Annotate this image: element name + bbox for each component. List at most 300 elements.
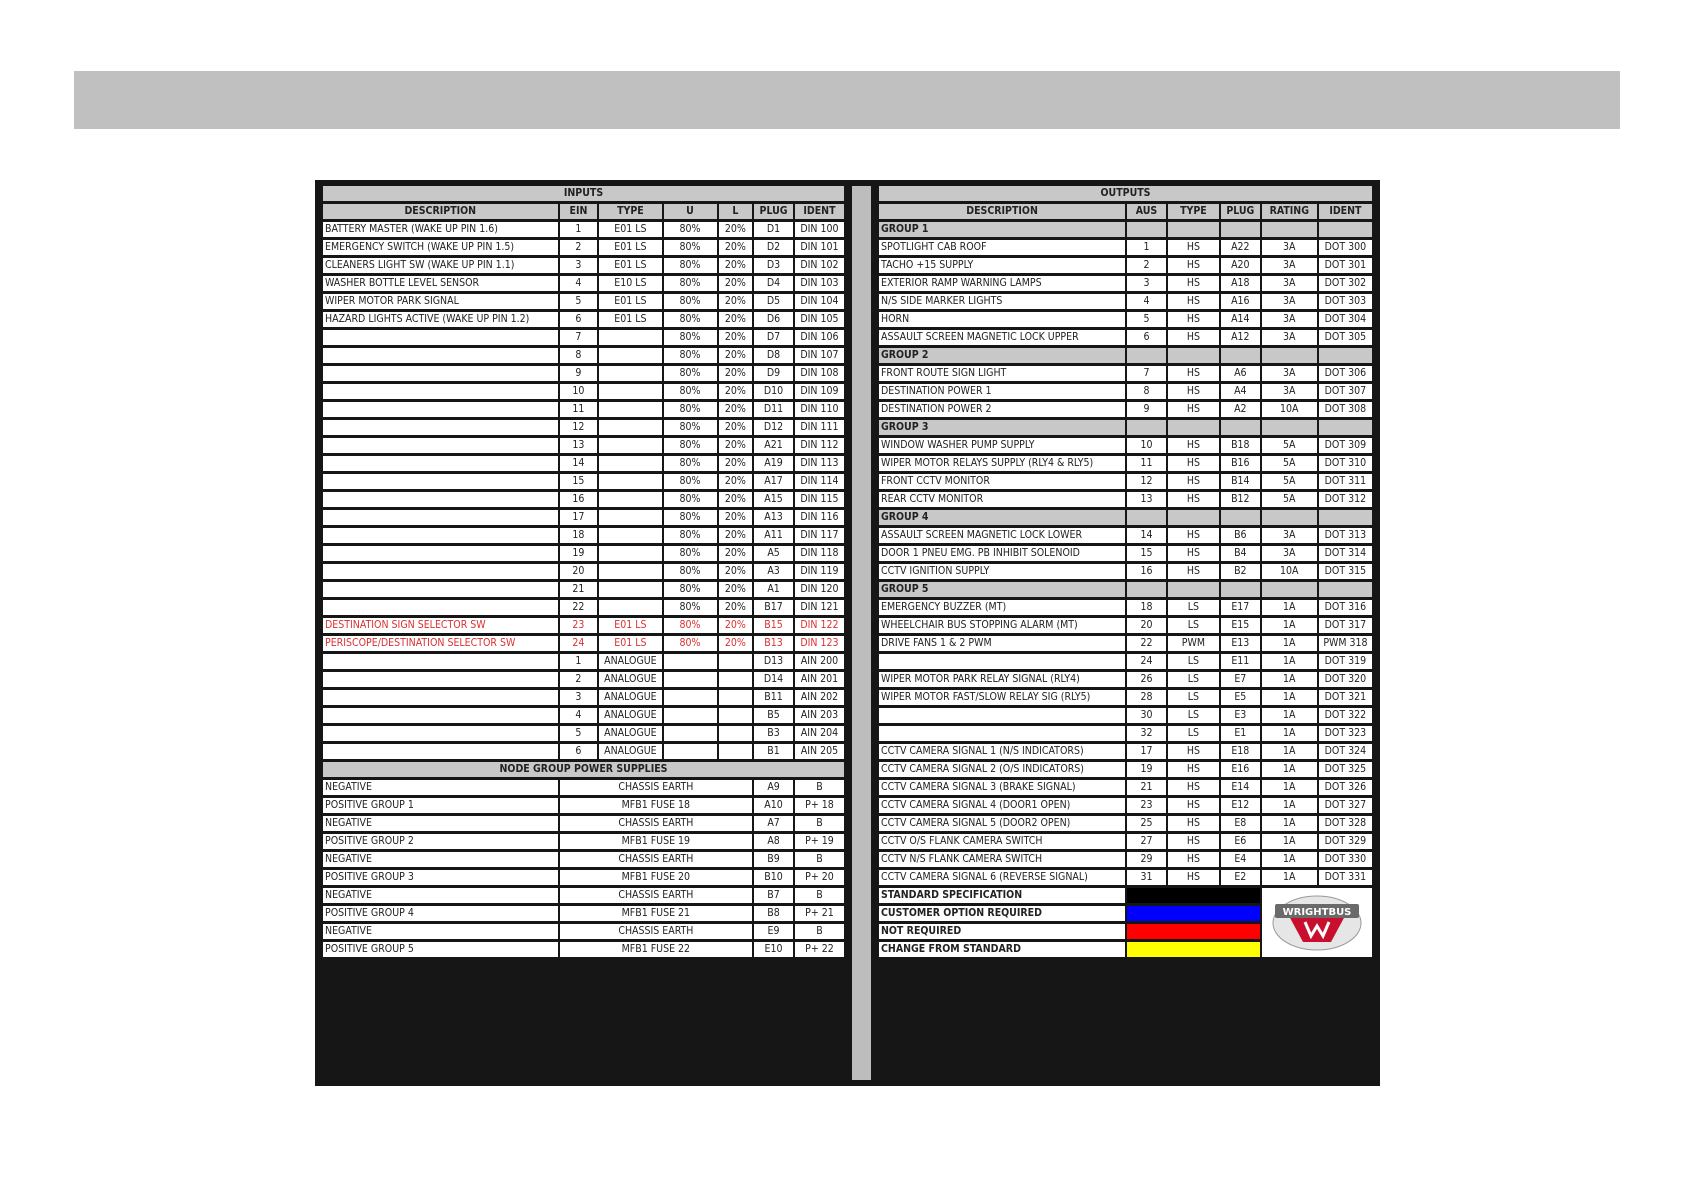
- input-row: [323, 258, 844, 273]
- output-cell: 14: [1127, 528, 1166, 543]
- input-cell: [599, 420, 661, 435]
- power-description: NEGATIVE: [323, 924, 558, 939]
- output-cell: HS: [1168, 762, 1219, 777]
- output-cell: HS: [1168, 438, 1219, 453]
- inputs-panel: [321, 186, 846, 1080]
- input-cell: DIN 102: [795, 258, 844, 273]
- output-cell: 16: [1127, 564, 1166, 579]
- output-cell: DOT 317: [1319, 618, 1372, 633]
- output-cell: 13: [1127, 492, 1166, 507]
- output-cell: HS: [1168, 240, 1219, 255]
- power-source: CHASSIS EARTH: [560, 888, 753, 903]
- power-row: [323, 906, 844, 921]
- input-cell: E01 LS: [599, 294, 661, 309]
- input-row: [323, 384, 844, 399]
- output-description: ASSAULT SCREEN MAGNETIC LOCK LOWER: [879, 528, 1125, 543]
- output-cell: [1262, 420, 1317, 435]
- input-row: [323, 528, 844, 543]
- input-cell: 10: [560, 384, 598, 399]
- input-cell: 20%: [719, 384, 753, 399]
- input-row: [323, 672, 844, 687]
- outputs-panel: [877, 186, 1374, 1080]
- panel-divider: [852, 186, 871, 1080]
- input-row: [323, 438, 844, 453]
- input-cell: B11: [754, 690, 793, 705]
- output-cell: [1168, 510, 1219, 525]
- output-cell: 10: [1127, 438, 1166, 453]
- output-cell: 1A: [1262, 636, 1317, 651]
- output-cell: [1168, 420, 1219, 435]
- input-row: [323, 456, 844, 471]
- input-row: [323, 294, 844, 309]
- input-cell: [599, 330, 661, 345]
- power-plug: B10: [754, 870, 793, 885]
- input-cell: [719, 744, 753, 759]
- input-cell: D4: [754, 276, 793, 291]
- input-cell: 20%: [719, 312, 753, 327]
- output-row: [879, 294, 1372, 309]
- power-row: [323, 942, 844, 957]
- input-cell: 20%: [719, 510, 753, 525]
- output-cell: HS: [1168, 744, 1219, 759]
- output-cell: E11: [1221, 654, 1260, 669]
- output-row: [879, 240, 1372, 255]
- wiring-schedule-sheet: [315, 180, 1380, 1086]
- input-cell: 20%: [719, 492, 753, 507]
- output-cell: 1: [1127, 240, 1166, 255]
- input-cell: 4: [560, 276, 598, 291]
- power-description: NEGATIVE: [323, 816, 558, 831]
- power-ident: P+ 20: [795, 870, 844, 885]
- output-row: [879, 546, 1372, 561]
- input-cell: 20%: [719, 438, 753, 453]
- input-row: [323, 474, 844, 489]
- input-cell: 80%: [664, 312, 717, 327]
- output-cell: [1221, 582, 1260, 597]
- output-description: [879, 726, 1125, 741]
- input-cell: DIN 107: [795, 348, 844, 363]
- output-cell: 30: [1127, 708, 1166, 723]
- input-row: [323, 330, 844, 345]
- group-label: GROUP 3: [879, 420, 1125, 435]
- power-row: [323, 798, 844, 813]
- output-cell: A2: [1221, 402, 1260, 417]
- input-cell: E01 LS: [599, 258, 661, 273]
- input-row: [323, 348, 844, 363]
- output-cell: 3: [1127, 276, 1166, 291]
- input-cell: 20%: [719, 330, 753, 345]
- output-description: DOOR 1 PNEU EMG. PB INHIBIT SOLENOID: [879, 546, 1125, 561]
- output-cell: DOT 327: [1319, 798, 1372, 813]
- input-description: [323, 384, 558, 399]
- input-cell: A21: [754, 438, 793, 453]
- output-cell: 3A: [1262, 240, 1317, 255]
- output-cell: 25: [1127, 816, 1166, 831]
- output-cell: A6: [1221, 366, 1260, 381]
- input-description: [323, 726, 558, 741]
- output-cell: 12: [1127, 474, 1166, 489]
- output-cell: 5A: [1262, 456, 1317, 471]
- outputs-header-row: [879, 204, 1372, 219]
- output-cell: E18: [1221, 744, 1260, 759]
- input-cell: 5: [560, 294, 598, 309]
- output-cell: 1A: [1262, 690, 1317, 705]
- output-cell: HS: [1168, 492, 1219, 507]
- output-cell: DOT 324: [1319, 744, 1372, 759]
- input-row: [323, 708, 844, 723]
- input-cell: 80%: [664, 528, 717, 543]
- input-cell: A11: [754, 528, 793, 543]
- output-description: [879, 654, 1125, 669]
- output-description: N/S SIDE MARKER LIGHTS: [879, 294, 1125, 309]
- output-cell: 19: [1127, 762, 1166, 777]
- wrightbus-logo: [1264, 888, 1370, 957]
- power-source: MFB1 FUSE 20: [560, 870, 753, 885]
- output-cell: [1127, 582, 1166, 597]
- output-row: [879, 816, 1372, 831]
- input-cell: E10 LS: [599, 276, 661, 291]
- output-cell: 1A: [1262, 798, 1317, 813]
- output-row: [879, 780, 1372, 795]
- output-cell: DOT 314: [1319, 546, 1372, 561]
- output-cell: HS: [1168, 276, 1219, 291]
- input-cell: E01 LS: [599, 240, 661, 255]
- output-cell: HS: [1168, 780, 1219, 795]
- output-cell: LS: [1168, 708, 1219, 723]
- input-description: [323, 402, 558, 417]
- input-cell: DIN 123: [795, 636, 844, 651]
- output-cell: HS: [1168, 870, 1219, 885]
- output-cell: 32: [1127, 726, 1166, 741]
- input-cell: [599, 582, 661, 597]
- output-cell: DOT 313: [1319, 528, 1372, 543]
- output-cell: HS: [1168, 852, 1219, 867]
- input-cell: B3: [754, 726, 793, 741]
- input-cell: E01 LS: [599, 312, 661, 327]
- output-description: WINDOW WASHER PUMP SUPPLY: [879, 438, 1125, 453]
- input-cell: E01 LS: [599, 618, 661, 633]
- input-cell: [599, 384, 661, 399]
- output-cell: E13: [1221, 636, 1260, 651]
- input-description: [323, 456, 558, 471]
- output-cell: 8: [1127, 384, 1166, 399]
- input-cell: AIN 205: [795, 744, 844, 759]
- output-cell: E14: [1221, 780, 1260, 795]
- power-source: MFB1 FUSE 19: [560, 834, 753, 849]
- power-row: [323, 924, 844, 939]
- output-cell: DOT 330: [1319, 852, 1372, 867]
- output-cell: DOT 320: [1319, 672, 1372, 687]
- power-row: [323, 834, 844, 849]
- output-description: REAR CCTV MONITOR: [879, 492, 1125, 507]
- input-description: EMERGENCY SWITCH (WAKE UP PIN 1.5): [323, 240, 558, 255]
- output-cell: HS: [1168, 258, 1219, 273]
- group-label: GROUP 1: [879, 222, 1125, 237]
- output-cell: 3A: [1262, 546, 1317, 561]
- output-description: CCTV CAMERA SIGNAL 6 (REVERSE SIGNAL): [879, 870, 1125, 885]
- input-description: [323, 492, 558, 507]
- output-cell: 2: [1127, 258, 1166, 273]
- group-label: GROUP 4: [879, 510, 1125, 525]
- output-cell: 28: [1127, 690, 1166, 705]
- input-cell: 20%: [719, 294, 753, 309]
- output-cell: E6: [1221, 834, 1260, 849]
- column-header: U: [664, 204, 717, 219]
- group-header-row: [879, 348, 1372, 363]
- output-cell: 1A: [1262, 672, 1317, 687]
- power-description: POSITIVE GROUP 4: [323, 906, 558, 921]
- output-cell: DOT 331: [1319, 870, 1372, 885]
- input-cell: DIN 103: [795, 276, 844, 291]
- group-header-row: [879, 420, 1372, 435]
- output-cell: DOT 322: [1319, 708, 1372, 723]
- input-cell: D14: [754, 672, 793, 687]
- input-cell: DIN 108: [795, 366, 844, 381]
- power-supplies-title: NODE GROUP POWER SUPPLIES: [323, 762, 844, 777]
- output-cell: DOT 326: [1319, 780, 1372, 795]
- output-row: [879, 870, 1372, 885]
- input-row: [323, 744, 844, 759]
- output-cell: A12: [1221, 330, 1260, 345]
- output-cell: 3A: [1262, 276, 1317, 291]
- input-row: [323, 366, 844, 381]
- output-cell: 3A: [1262, 294, 1317, 309]
- output-cell: 29: [1127, 852, 1166, 867]
- output-cell: [1221, 348, 1260, 363]
- input-cell: D11: [754, 402, 793, 417]
- output-cell: 1A: [1262, 654, 1317, 669]
- inputs-title: INPUTS: [323, 186, 844, 201]
- power-ident: P+ 18: [795, 798, 844, 813]
- input-cell: 80%: [664, 600, 717, 615]
- output-row: [879, 744, 1372, 759]
- output-row: [879, 276, 1372, 291]
- output-cell: [1262, 582, 1317, 597]
- input-cell: 80%: [664, 582, 717, 597]
- input-cell: 20%: [719, 420, 753, 435]
- power-ident: B: [795, 924, 844, 939]
- output-cell: DOT 328: [1319, 816, 1372, 831]
- outputs-title-row: [879, 186, 1372, 201]
- output-cell: E15: [1221, 618, 1260, 633]
- input-cell: DIN 105: [795, 312, 844, 327]
- column-header: DESCRIPTION: [879, 204, 1125, 219]
- power-description: NEGATIVE: [323, 888, 558, 903]
- output-cell: HS: [1168, 816, 1219, 831]
- output-cell: [1319, 420, 1372, 435]
- output-cell: DOT 305: [1319, 330, 1372, 345]
- power-ident: B: [795, 852, 844, 867]
- output-description: EMERGENCY BUZZER (MT): [879, 600, 1125, 615]
- output-cell: DOT 309: [1319, 438, 1372, 453]
- input-cell: 24: [560, 636, 598, 651]
- input-description: [323, 600, 558, 615]
- output-description: [879, 708, 1125, 723]
- input-row: [323, 546, 844, 561]
- output-cell: A22: [1221, 240, 1260, 255]
- output-cell: LS: [1168, 690, 1219, 705]
- output-cell: DOT 325: [1319, 762, 1372, 777]
- power-row: [323, 816, 844, 831]
- output-description: FRONT ROUTE SIGN LIGHT: [879, 366, 1125, 381]
- power-source: CHASSIS EARTH: [560, 816, 753, 831]
- legend-label: STANDARD SPECIFICATION: [879, 888, 1125, 903]
- output-row: [879, 726, 1372, 741]
- input-cell: DIN 114: [795, 474, 844, 489]
- input-cell: 80%: [664, 456, 717, 471]
- output-cell: DOT 323: [1319, 726, 1372, 741]
- output-cell: 1A: [1262, 762, 1317, 777]
- power-plug: B8: [754, 906, 793, 921]
- input-cell: AIN 201: [795, 672, 844, 687]
- output-description: CCTV CAMERA SIGNAL 3 (BRAKE SIGNAL): [879, 780, 1125, 795]
- output-cell: [1221, 420, 1260, 435]
- output-cell: [1127, 420, 1166, 435]
- power-plug: A8: [754, 834, 793, 849]
- input-description: [323, 474, 558, 489]
- input-cell: A3: [754, 564, 793, 579]
- output-row: [879, 438, 1372, 453]
- output-row: [879, 384, 1372, 399]
- column-header: L: [719, 204, 753, 219]
- output-row: [879, 456, 1372, 471]
- output-cell: E16: [1221, 762, 1260, 777]
- output-cell: A20: [1221, 258, 1260, 273]
- power-plug: A7: [754, 816, 793, 831]
- output-cell: HS: [1168, 456, 1219, 471]
- input-cell: 80%: [664, 564, 717, 579]
- input-cell: 20%: [719, 564, 753, 579]
- output-row: [879, 402, 1372, 417]
- input-row: [323, 636, 844, 651]
- input-cell: [599, 366, 661, 381]
- input-cell: 80%: [664, 348, 717, 363]
- power-title-row: [323, 762, 844, 777]
- output-cell: DOT 329: [1319, 834, 1372, 849]
- input-cell: A13: [754, 510, 793, 525]
- power-plug: B7: [754, 888, 793, 903]
- input-cell: 20%: [719, 636, 753, 651]
- top-banner: [74, 71, 1620, 129]
- input-cell: [599, 402, 661, 417]
- column-header: DESCRIPTION: [323, 204, 558, 219]
- output-cell: 10A: [1262, 402, 1317, 417]
- output-cell: A14: [1221, 312, 1260, 327]
- output-description: CCTV CAMERA SIGNAL 4 (DOOR1 OPEN): [879, 798, 1125, 813]
- group-header-row: [879, 222, 1372, 237]
- output-cell: DOT 321: [1319, 690, 1372, 705]
- input-cell: D6: [754, 312, 793, 327]
- input-row: [323, 420, 844, 435]
- outputs-title: OUTPUTS: [879, 186, 1372, 201]
- input-cell: 80%: [664, 402, 717, 417]
- output-row: [879, 636, 1372, 651]
- inputs-table: [321, 183, 846, 960]
- output-cell: 22: [1127, 636, 1166, 651]
- output-cell: 7: [1127, 366, 1166, 381]
- input-cell: 23: [560, 618, 598, 633]
- output-cell: [1168, 222, 1219, 237]
- output-cell: 3A: [1262, 384, 1317, 399]
- output-cell: 5: [1127, 312, 1166, 327]
- power-plug: A10: [754, 798, 793, 813]
- output-cell: B18: [1221, 438, 1260, 453]
- input-description: [323, 582, 558, 597]
- input-cell: D13: [754, 654, 793, 669]
- input-cell: 12: [560, 420, 598, 435]
- input-cell: 80%: [664, 366, 717, 381]
- output-cell: [1127, 222, 1166, 237]
- output-description: CCTV IGNITION SUPPLY: [879, 564, 1125, 579]
- output-row: [879, 528, 1372, 543]
- output-cell: 21: [1127, 780, 1166, 795]
- output-row: [879, 564, 1372, 579]
- output-cell: HS: [1168, 402, 1219, 417]
- power-source: CHASSIS EARTH: [560, 852, 753, 867]
- output-cell: E2: [1221, 870, 1260, 885]
- input-description: [323, 672, 558, 687]
- column-header: PLUG: [754, 204, 793, 219]
- input-cell: [599, 474, 661, 489]
- output-cell: DOT 315: [1319, 564, 1372, 579]
- output-cell: 24: [1127, 654, 1166, 669]
- input-cell: DIN 119: [795, 564, 844, 579]
- output-cell: DOT 303: [1319, 294, 1372, 309]
- input-cell: [664, 744, 717, 759]
- output-cell: B4: [1221, 546, 1260, 561]
- input-cell: 14: [560, 456, 598, 471]
- input-cell: ANALOGUE: [599, 708, 661, 723]
- output-cell: 5A: [1262, 438, 1317, 453]
- input-cell: 80%: [664, 546, 717, 561]
- output-description: SPOTLIGHT CAB ROOF: [879, 240, 1125, 255]
- power-row: [323, 870, 844, 885]
- input-cell: 20%: [719, 348, 753, 363]
- power-row: [323, 852, 844, 867]
- input-cell: DIN 109: [795, 384, 844, 399]
- input-cell: DIN 122: [795, 618, 844, 633]
- input-cell: D12: [754, 420, 793, 435]
- power-source: CHASSIS EARTH: [560, 924, 753, 939]
- output-cell: 1A: [1262, 726, 1317, 741]
- output-cell: 3A: [1262, 330, 1317, 345]
- output-cell: B2: [1221, 564, 1260, 579]
- input-cell: 20%: [719, 456, 753, 471]
- input-cell: D9: [754, 366, 793, 381]
- output-description: CCTV N/S FLANK CAMERA SWITCH: [879, 852, 1125, 867]
- input-row: [323, 276, 844, 291]
- input-row: [323, 600, 844, 615]
- input-cell: 20%: [719, 546, 753, 561]
- input-cell: AIN 203: [795, 708, 844, 723]
- input-cell: 80%: [664, 384, 717, 399]
- input-cell: 22: [560, 600, 598, 615]
- input-description: HAZARD LIGHTS ACTIVE (WAKE UP PIN 1.2): [323, 312, 558, 327]
- input-description: WIPER MOTOR PARK SIGNAL: [323, 294, 558, 309]
- input-cell: [719, 726, 753, 741]
- power-description: NEGATIVE: [323, 780, 558, 795]
- power-ident: B: [795, 780, 844, 795]
- power-row: [323, 888, 844, 903]
- output-description: WHEELCHAIR BUS STOPPING ALARM (MT): [879, 618, 1125, 633]
- output-cell: B6: [1221, 528, 1260, 543]
- column-header: TYPE: [1168, 204, 1219, 219]
- power-plug: E9: [754, 924, 793, 939]
- input-cell: 18: [560, 528, 598, 543]
- column-header: EIN: [560, 204, 598, 219]
- input-row: [323, 654, 844, 669]
- input-cell: 20%: [719, 402, 753, 417]
